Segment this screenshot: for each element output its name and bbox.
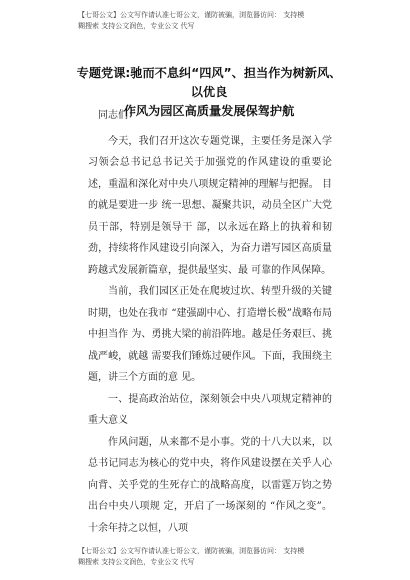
title-line-1: 专题党课:驰而不息纠“四风”、担当作为树新风、以优良 bbox=[76, 66, 342, 99]
footer-line-2: 糊搜索 支持公文润色，专业公文 代写 bbox=[78, 558, 195, 566]
header-line-1: 【七哥公文】公文写作请认准七哥公文，谨防被骗，浏览器访问： 支持模 bbox=[78, 11, 305, 19]
section-heading-1: 一、提高政治站位，深刻领会中央八项规定精神的重大意义 bbox=[88, 393, 332, 426]
watermark-footer bbox=[78, 546, 338, 568]
footer-line-1: 【七哥公文】公文写作请认准七哥公文，谨防被骗，浏览器访问： 支持模 bbox=[78, 547, 305, 555]
paragraph-2: 当前，我们园区正处在爬坡过坎、转型升级的关键时期，也处在我市 “建强副中心、打造增长极”战略布局中担当作 为、勇挑大梁的前沿阵地。越是任务艰巨、挑战严峻，就越 需要我们锤炼过硬作风。下面，我围绕主题，讲三个方面的意 见。 bbox=[88, 286, 332, 383]
header-line-2: 糊搜索 支持公文润色，专业公文 代写 bbox=[78, 22, 195, 30]
title-line-2: 作风为园区高质量发展保驾护航 bbox=[123, 104, 295, 118]
watermark-header bbox=[78, 10, 338, 32]
greeting: 同志们： bbox=[98, 110, 138, 121]
document-body bbox=[88, 105, 332, 539]
paragraph-1: 今天，我们召开这次专题党课，主要任务是深入学习领会总书记总书记关于加强党的作风建设的重要论述，重温和深化对中央八项规定精神的理解与把握。 目的就是要进一步 统一思想、凝聚共识，动员全区广大党员干部，特别是领导干 部，以永远在路上的执着和韧劲，持续将作风建设引向深入，为奋力谱写园区高质量跨越式发展新篇章，提供最坚实、最 可靠的作风保障。 bbox=[88, 135, 332, 276]
paragraph-3: 作风问题，从来都不是小事。党的十八大以来，以总书记同志为核心的党中央，将作风建设摆在关乎人心向背、关乎党的生死存亡的战略高度，以雷霆万钧之势出台中央八项规 定，开启了一场深刻的 “作风之变”。十余年持之以恒，八项 bbox=[88, 436, 332, 534]
